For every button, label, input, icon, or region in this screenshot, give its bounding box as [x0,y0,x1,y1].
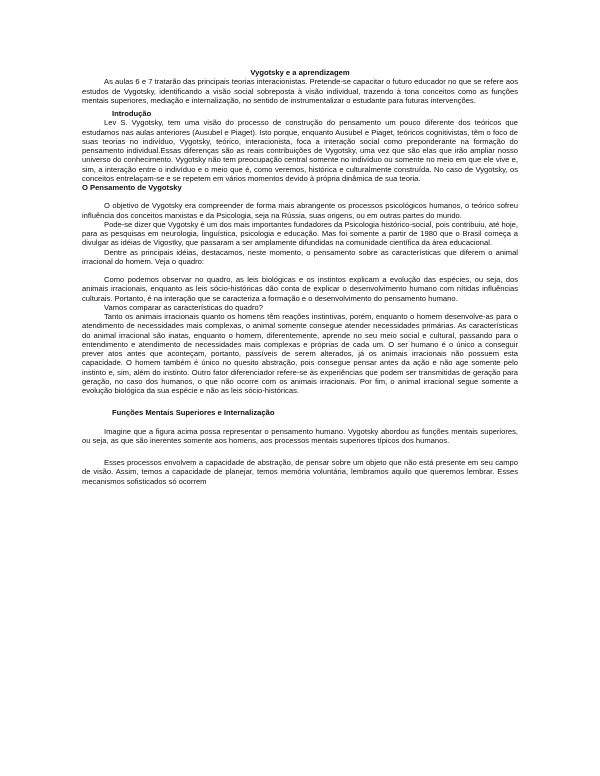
introducao-paragraph: Lev S. Vygotsky, tem uma visão do processo de construção do pensamento um pouco diferente dos teóricos que estudamos nas aulas anteriores (Ausubel e Piaget). Isto porque, enquanto Ausubel e Piaget, teóricos cognitivistas, têm o foco de suas teorias no indivíduo, Vygotsky, teórico, interacionista, foca a interação social como preponderante na formação do pensamento individual.Essas diferenças são as reais contribuições de Vygotsky, uma vez que são elas que irão ampliar nosso universo do conhecimento. Vygotsky não tem preocupação central somente no indivíduo ou somente no meio em que ele vive e, sim, a interação entre o indivíduo e o meio que é, como veremos, histórica e culturalmente construída. No caso de Vygotsky, os conceitos entrelaçam-se e se repetem em vários momentos devido à própria dinâmica de sua teoria. [82,118,518,183]
document-page [82,68,518,486]
pensamento-paragraph-5: Vamos comparar as características do quadro? [104,302,263,312]
intro-paragraph: As aulas 6 e 7 tratarão das principais teorias interacionistas. Pretende-se capacitar o futuro educador no que se refere aos estudos de Vygotsky, identificando a visão social sobreposta à visão individual, trazendo à tona conceitos como as funções mentais superiores, mediação e internalização, no sentido de instrumentalizar o estudante para futuras intervenções. [82,77,518,105]
pensamento-paragraph-6: Tanto os animais irracionais quanto os homens têm reações instintivas, porém, enquanto o homem desenvolve-as para o atendimento de necessidades mais complexas, o animal somente consegue atender necessidades primárias. As características do animal irracional são inatas, enquanto o homem, diferentemente, aprende no seu meio social e cultural, passando para o entendimento e atendimento de necessidades mais complexas e próprias de cada um. O ser humano é o único a conseguir prever atos antes que aconteçam, portanto, passíveis de serem alterados, já os animais irracionais não possuem esta capacidade. O homem também é único no quesito abstração, pois consegue pensar antes da ação e não age somente pelo instinto e, sim, além do instinto. Outro fator diferenciador refere-se às experiências que podem ser transmitidas de geração para geração, no caso dos humanos, o que não ocorre com os animais irracionais. Por fim, o animal irracional segue somente a evolução biológica da sua espécie e não as leis sócio-históricas. [82,312,518,395]
pensamento-paragraph-1: O objetivo de Vygotsky era compreender de forma mais abrangente os processos psicológicos humanos, o teórico sofreu influência dos conceitos marxistas e da Psicologia, seja na Rússia, suas origens, ou em outras partes do mundo. [82,201,518,220]
section-heading-introducao: Introdução [112,109,152,118]
page-title: Vygotsky e a aprendizagem [250,68,350,77]
pensamento-paragraph-2: Pode-se dizer que Vygotsky é um dos mais importantes fundadores da Psicologia histórico-social, pois contribuiu, até hoje, para as pesquisas em neurologia, linguística, psicologia e educação. Mas foi somente a partir de 1980 que o Brasil começa a divulgar as idéias de Vigostky, que passaram a ser amplamente difundidas na comunidade científica da área educacional. [82,219,518,248]
funcoes-paragraph-1: Imagine que a figura acima possa representar o pensamento humano. Vygotsky abordou as funções mentais superiores, ou seja, as que são inerentes somente aos homens, aos processos mentais superiores típicos dos humanos. [82,426,518,445]
section-heading-funcoes: Funções Mentais Superiores e Internalização [112,408,275,418]
section-heading-pensamento: O Pensamento de Vygotsky [82,183,182,192]
pensamento-paragraph-3: Dentre as principais idéias, destacamos, neste momento, o pensamento sobre as características que diferem o animal irracional do homem. Veja o quadro: [82,247,518,266]
pensamento-paragraph-4: Como podemos observar no quadro, as leis biológicas e os instintos explicam a evolução das espécies, ou seja, dos animais irracionais, enquanto as leis sócio-históricas dão conta de explicar o desenvolvimento humano com nítidas influências culturais. Portanto, é na interação que se caracteriza a formação e o desenvolvimento do pensamento humano. [82,275,518,303]
funcoes-paragraph-2: Esses processos envolvem a capacidade de abstração, de pensar sobre um objeto que não está presente em seu campo de visão. Assim, temos a capacidade de planejar, temos memória voluntária, lembramos aquilo que queremos lembrar. Esses mecanismos sofisticados só ocorrem [82,458,518,486]
